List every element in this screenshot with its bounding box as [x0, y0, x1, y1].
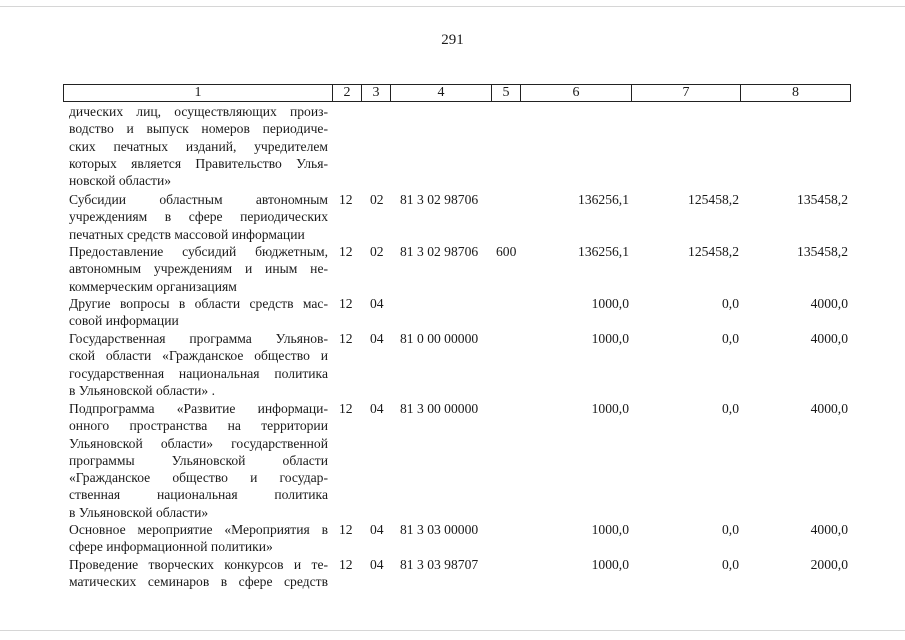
target-article-code: 81 3 02 98706	[400, 244, 479, 259]
amount-column-6: 1000,0	[591, 331, 629, 346]
description-line: автономным учреждениям и иным не-	[69, 261, 328, 277]
description-line: Государственная программа Ульянов-	[69, 331, 328, 346]
row-description	[69, 243, 328, 295]
description-line: ственная национальная политика	[69, 487, 328, 503]
description-line: Основное мероприятие «Мероприятия в	[69, 522, 328, 537]
subsection-code: 04	[370, 401, 384, 416]
row-description	[69, 191, 328, 243]
section-code: 12	[339, 296, 353, 311]
description-line: совой информации	[69, 313, 179, 329]
description-line: учреждениям в сфере периодических	[69, 209, 328, 225]
column-header-4: 4	[391, 85, 492, 102]
description-line: ской области «Гражданское общество и	[69, 348, 328, 364]
description-line: коммерческим организациям	[69, 278, 237, 294]
row-description	[69, 521, 328, 556]
column-header-3: 3	[362, 85, 391, 102]
description-line: Ульяновской области» государственной	[69, 435, 328, 451]
description-line: Предоставление субсидий бюджетным,	[69, 244, 328, 259]
page-number: 291	[441, 32, 464, 48]
description-line: Субсидии областным автономным	[69, 192, 328, 207]
target-article-code: 81 3 00 00000	[400, 401, 479, 416]
amount-column-6: 1000,0	[591, 522, 629, 537]
amount-column-8: 135458,2	[797, 192, 848, 207]
subsection-code: 02	[370, 244, 384, 259]
description-line: которых является Правительство Улья-	[69, 155, 328, 171]
subsection-code: 04	[370, 331, 384, 346]
description-line: Подпрограмма «Развитие информаци-	[69, 401, 328, 416]
expense-type-code: 600	[496, 244, 517, 259]
description-line: матических семинаров в сфере средств	[69, 574, 328, 590]
description-line: Проведение творческих конкурсов и те-	[69, 557, 328, 572]
column-header-7: 7	[632, 85, 741, 102]
section-code: 12	[339, 557, 353, 572]
subsection-code: 04	[370, 557, 384, 572]
description-line: в Ульяновской области»	[69, 504, 209, 520]
section-code: 12	[339, 192, 353, 207]
amount-column-6: 1000,0	[591, 557, 629, 572]
description-line: водство и выпуск номеров периодиче-	[69, 121, 328, 137]
description-line: в Ульяновской области» .	[69, 382, 216, 398]
section-code: 12	[339, 244, 353, 259]
row-description	[69, 400, 328, 521]
amount-column-7: 0,0	[722, 331, 739, 346]
section-code: 12	[339, 331, 353, 346]
target-article-code: 81 3 03 98707	[400, 557, 479, 572]
description-line: государственная национальная политика	[69, 365, 328, 381]
column-header-5: 5	[492, 85, 521, 102]
amount-column-8: 4000,0	[810, 522, 848, 537]
section-code: 12	[339, 401, 353, 416]
description-line: программы Ульяновской области	[69, 452, 328, 468]
amount-column-6: 136256,1	[578, 192, 629, 207]
target-article-code: 81 3 02 98706	[400, 192, 479, 207]
description-line: сфере информационной политики»	[69, 539, 273, 555]
description-line: Другие вопросы в области средств мас-	[69, 296, 328, 311]
description-line: печатных средств массовой информации	[69, 226, 305, 242]
row-description	[69, 295, 328, 330]
description-line: онного пространства на территории	[69, 418, 328, 434]
amount-column-7: 0,0	[722, 401, 739, 416]
amount-column-7: 125458,2	[688, 192, 739, 207]
amount-column-8: 4000,0	[810, 331, 848, 346]
target-article-code: 81 3 03 00000	[400, 522, 479, 537]
amount-column-8: 135458,2	[797, 244, 848, 259]
description-line: новской области»	[69, 173, 172, 189]
row-description	[69, 103, 328, 189]
amount-column-7: 0,0	[722, 296, 739, 311]
column-header-8: 8	[741, 85, 851, 102]
amount-column-6: 136256,1	[578, 244, 629, 259]
section-code: 12	[339, 522, 353, 537]
subsection-code: 04	[370, 522, 384, 537]
amount-column-7: 0,0	[722, 522, 739, 537]
amount-column-6: 1000,0	[591, 296, 629, 311]
column-header-6: 6	[521, 85, 632, 102]
amount-column-8: 2000,0	[810, 557, 848, 572]
amount-column-7: 0,0	[722, 557, 739, 572]
amount-column-8: 4000,0	[810, 401, 848, 416]
row-description	[69, 556, 328, 591]
amount-column-7: 125458,2	[688, 244, 739, 259]
subsection-code: 02	[370, 192, 384, 207]
description-line: дических лиц, осуществляющих произ-	[69, 104, 328, 119]
row-description	[69, 330, 328, 399]
amount-column-8: 4000,0	[810, 296, 848, 311]
subsection-code: 04	[370, 296, 384, 311]
description-line: «Гражданское общество и государ-	[69, 470, 328, 486]
description-line: ских печатных изданий, учредителем	[69, 138, 328, 154]
target-article-code: 81 0 00 00000	[400, 331, 479, 346]
column-header-1: 1	[64, 85, 333, 102]
amount-column-6: 1000,0	[591, 401, 629, 416]
column-header-2: 2	[333, 85, 362, 102]
